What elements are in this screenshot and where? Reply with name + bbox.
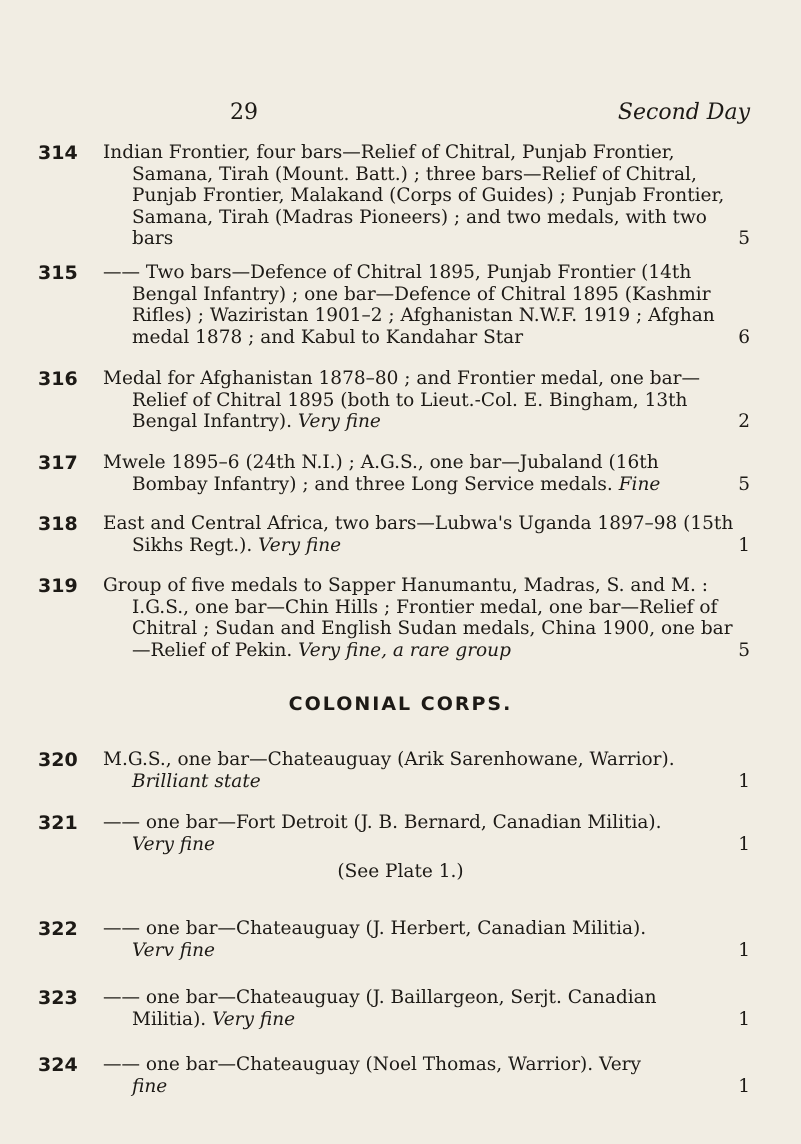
page-number: 29 <box>230 100 258 125</box>
lot-estimate: 2 <box>738 411 750 432</box>
lot-text: Sikhs Regt.). <box>132 534 253 556</box>
lot-description <box>103 749 750 792</box>
lot-number: 323 <box>38 987 78 1009</box>
lot-estimate: 1 <box>738 939 750 961</box>
lot-estimate: 1 <box>738 1008 750 1030</box>
lot-estimate: 5 <box>738 228 750 249</box>
lot-estimate: 1 <box>738 534 750 556</box>
lot-first-line: Group of five medals to Sapper Hanumantu, Madras, S. and M. : <box>103 575 708 596</box>
lot-estimate: 1 <box>738 833 750 855</box>
lot-first-line: M.G.S., one bar—Chateauguay (Arik Sarenhowane, Warrior). <box>103 749 675 770</box>
section-heading: COLONIAL CORPS. <box>288 693 513 715</box>
lot-description <box>103 575 750 661</box>
lot-estimate: 5 <box>738 473 750 495</box>
lot-number: 317 <box>38 452 78 474</box>
lot-text: Bombay Infantry) ; and three Long Service medals. <box>132 473 613 495</box>
lot-first-line: —— one bar—Chateauguay (J. Herbert, Canadian Militia). <box>103 918 647 939</box>
lot-first-line: —— one bar—Chateauguay (Noel Thomas, Warrior). Very <box>103 1054 641 1075</box>
lot-description <box>103 452 750 495</box>
lot-estimate: 1 <box>738 770 750 792</box>
lot-condition: Very fine <box>258 534 342 556</box>
lot-description <box>103 918 750 961</box>
lot-first-line: Mwele 1895–6 (24th N.I.) ; A.G.S., one bar—Jubaland (16th <box>103 452 659 473</box>
lot-text: Samana, Tirah (Mount. Batt.) ; three bars—Relief of Chitral, Punjab Frontier, Malakand (Corps of Guides) ; Punjab Frontier, Samana, Tirah (Madras Pioneers) ; and two medals, with two bars <box>132 163 725 249</box>
lot-estimate: 1 <box>738 1075 750 1097</box>
lot-estimate: 6 <box>738 326 750 348</box>
lot-estimate: 5 <box>738 639 750 661</box>
lot-first-line: East and Central Africa, two bars—Lubwa's Uganda 1897–98 (15th <box>103 513 734 534</box>
lot-description <box>103 368 750 433</box>
lot-number: 316 <box>38 368 78 390</box>
lot-condition: fine <box>132 1075 168 1097</box>
lot-description <box>103 812 750 855</box>
lot-description <box>103 1054 750 1097</box>
lot-description <box>103 987 750 1030</box>
lot-first-line: —— Two bars—Defence of Chitral 1895, Punjab Frontier (14th <box>103 262 692 283</box>
running-head: Second Day <box>617 100 750 125</box>
lot-number: 324 <box>38 1054 78 1076</box>
lot-description <box>103 262 750 348</box>
lot-number: 321 <box>38 812 78 834</box>
lot-description <box>103 513 750 556</box>
lot-number: 320 <box>38 749 78 771</box>
plate-reference: (See Plate 1.) <box>337 861 464 882</box>
lot-text: Bengal Infantry) ; one bar—Defence of Chitral 1895 (Kashmir Rifles) ; Waziristan 1901–2 ; Afghanistan N.W.F. 1919 ; Afghan medal 1878 ; and Kabul to Kandahar Star <box>132 283 715 348</box>
lot-condition: Fine <box>618 473 661 495</box>
lot-number: 315 <box>38 262 78 284</box>
lot-condition: Verv fine <box>132 939 215 961</box>
lot-number: 318 <box>38 513 78 535</box>
lot-number: 322 <box>38 918 78 940</box>
lot-first-line: —— one bar—Chateauguay (J. Baillargeon, Serjt. Canadian <box>103 987 657 1008</box>
lot-condition: Very fine <box>297 411 381 432</box>
lot-first-line: Indian Frontier, four bars—Relief of Chitral, Punjab Frontier, <box>103 142 675 163</box>
lot-number: 314 <box>38 142 78 164</box>
lot-text: Relief of Chitral 1895 (both to Lieut.-Col. E. Bingham, 13th Bengal Infantry). <box>132 389 688 432</box>
lot-text: I.G.S., one bar—Chin Hills ; Frontier medal, one bar—Relief of Chitral ; Sudan and English Sudan medals, China 1900, one bar—Relief of Pekin. <box>132 596 733 661</box>
lot-condition: Brilliant state <box>132 770 261 792</box>
lot-number: 319 <box>38 575 78 597</box>
lot-text: Militia). <box>132 1008 207 1030</box>
lot-condition: Very fine <box>132 833 215 855</box>
lot-first-line: —— one bar—Fort Detroit (J. B. Bernard, Canadian Militia). <box>103 812 662 833</box>
lot-condition: Very fine <box>212 1008 296 1030</box>
lot-description <box>103 142 750 250</box>
lot-condition: Very fine, a rare group <box>298 639 511 661</box>
lot-first-line: Medal for Afghanistan 1878–80 ; and Frontier medal, one bar— <box>103 368 700 389</box>
